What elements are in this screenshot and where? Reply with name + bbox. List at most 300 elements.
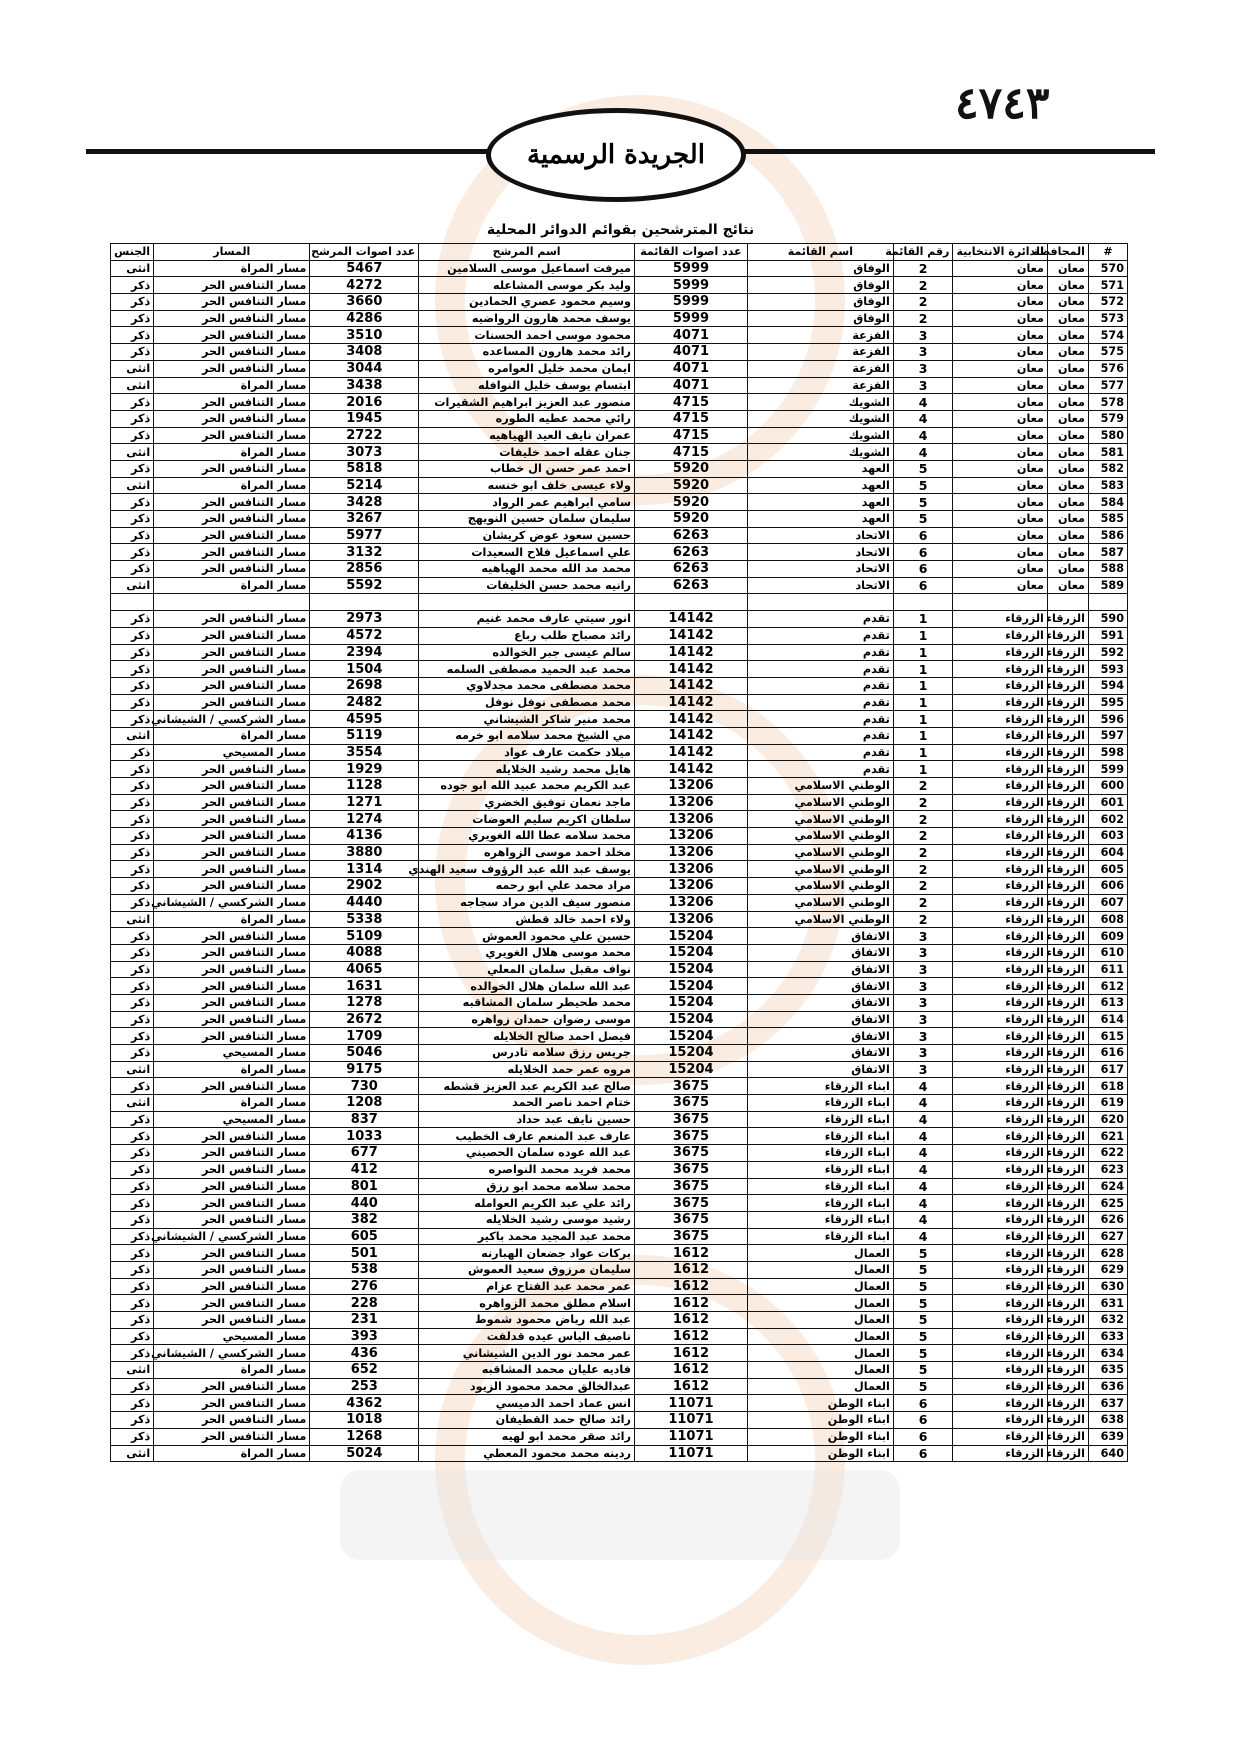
cell-list-name: العمال [747,1312,893,1329]
cell-row-number: 622 [1088,1145,1127,1162]
cell-governorate: معان [1047,344,1088,361]
cell-candidate-votes: 501 [310,1245,419,1262]
cell-candidate-votes: 5467 [310,260,419,277]
cell-track: مسار التنافس الحر [154,310,310,327]
cell-row-number: 585 [1088,511,1127,528]
cell-gender: ذكر [111,1245,154,1262]
cell-district: الزرقاء [953,611,1048,628]
table-row [111,1228,1128,1245]
cell-gender: انثى [111,377,154,394]
cell-list-name: العمال [747,1362,893,1379]
cell-list-number: 1 [893,761,953,778]
table-row [111,561,1128,578]
cell-list-votes: 15204 [634,978,747,995]
cell-track: مسار التنافس الحر [154,294,310,311]
cell-candidate-votes: 4088 [310,944,419,961]
cell-candidate-votes: 4440 [310,894,419,911]
cell-list-name: ابناء الزرقاء [747,1161,893,1178]
cell-list-number: 3 [893,360,953,377]
cell-candidate-votes: 3132 [310,544,419,561]
cell-district: الزرقاء [953,1078,1048,1095]
cell-governorate: الزرقاء [1047,1195,1088,1212]
cell-gender: ذكر [111,1378,154,1395]
cell-candidate-name: حسين نايف عبد حداد [419,1111,635,1128]
cell-list-name: الاتفاق [747,944,893,961]
cell-governorate: الزرقاء [1047,711,1088,728]
cell-row-number: 589 [1088,577,1127,594]
table-row [111,627,1128,644]
table-row [111,1128,1128,1145]
table-row [111,427,1128,444]
cell-candidate-votes: 2902 [310,878,419,895]
cell-track: مسار المراة [154,1095,310,1112]
cell-gender: ذكر [111,778,154,795]
cell-list-name: الاتفاق [747,978,893,995]
col-header-candidate-votes: عدد اصوات المرشح [310,244,419,261]
cell-district: الزرقاء [953,928,1048,945]
cell-governorate: الزرقاء [1047,1395,1088,1412]
cell-district: الزرقاء [953,778,1048,795]
cell-gender: ذكر [111,410,154,427]
cell-list-number: 2 [893,828,953,845]
cell-row-number: 587 [1088,544,1127,561]
cell-gender: ذكر [111,794,154,811]
cell-governorate: الزرقاء [1047,1211,1088,1228]
cell-track: مسار التنافس الحر [154,1428,310,1445]
cell-candidate-votes: 5046 [310,1045,419,1062]
cell-candidate-votes: 3044 [310,360,419,377]
cell-list-number: 4 [893,394,953,411]
table-row [111,260,1128,277]
cell-district: معان [953,294,1048,311]
cell-candidate-votes: 2856 [310,561,419,578]
cell-governorate: الزرقاء [1047,1178,1088,1195]
cell-candidate-name: بركات عواد جضعان الهبارنه [419,1245,635,1262]
cell-list-name: العمال [747,1345,893,1362]
cell-list-name: العمال [747,1328,893,1345]
cell-candidate-name: ختام احمد ناصر الحمد [419,1095,635,1112]
cell-district: الزرقاء [953,961,1048,978]
cell-list-votes: 14142 [634,744,747,761]
cell-gender: ذكر [111,1045,154,1062]
cell-district: الزرقاء [953,994,1048,1011]
cell-candidate-name: رانيه محمد حسن الخليفات [419,577,635,594]
cell-list-number: 2 [893,911,953,928]
cell-list-votes: 3675 [634,1145,747,1162]
page-number: ٤٧٤٣ [955,78,1050,129]
cell-district: الزرقاء [953,894,1048,911]
cell-list-number: 6 [893,1412,953,1429]
cell-row-number: 608 [1088,911,1127,928]
cell-candidate-votes: 4595 [310,711,419,728]
cell-list-number: 4 [893,1195,953,1212]
cell-track: مسار التنافس الحر [154,1078,310,1095]
cell-list-name: ابناء الوطن [747,1428,893,1445]
cell-governorate: معان [1047,460,1088,477]
cell-list-votes: 13206 [634,861,747,878]
cell-list-number: 5 [893,1345,953,1362]
cell-governorate: الزرقاء [1047,1412,1088,1429]
cell-district: الزرقاء [953,1111,1048,1128]
table-row [111,1195,1128,1212]
table-row [111,511,1128,528]
cell-list-number: 6 [893,1445,953,1462]
empty-cell [634,594,747,611]
cell-district: الزرقاء [953,661,1048,678]
cell-list-votes: 13206 [634,811,747,828]
cell-list-name: تقدم [747,761,893,778]
cell-row-number: 627 [1088,1228,1127,1245]
cell-governorate: الزرقاء [1047,611,1088,628]
cell-gender: انثى [111,260,154,277]
cell-list-number: 3 [893,344,953,361]
cell-candidate-name: حسين علي محمود العموش [419,928,635,945]
cell-track: مسار المراة [154,727,310,744]
cell-list-name: الفزعة [747,377,893,394]
cell-district: معان [953,544,1048,561]
table-row [111,961,1128,978]
cell-district: معان [953,577,1048,594]
cell-gender: ذكر [111,294,154,311]
cell-list-number: 1 [893,661,953,678]
cell-list-number: 4 [893,1211,953,1228]
cell-candidate-name: رائد صالح حمد القطيفان [419,1412,635,1429]
cell-list-votes: 6263 [634,561,747,578]
cell-track: مسار المسيحي [154,1111,310,1128]
cell-gender: ذكر [111,761,154,778]
cell-list-name: الوطني الاسلامي [747,778,893,795]
cell-district: معان [953,427,1048,444]
cell-governorate: الزرقاء [1047,1312,1088,1329]
cell-district: الزرقاء [953,878,1048,895]
cell-row-number: 616 [1088,1045,1127,1062]
table-row [111,861,1128,878]
cell-list-name: الاتفاق [747,1011,893,1028]
cell-candidate-name: سليمان مرزوق سعيد العموش [419,1261,635,1278]
cell-gender: انثى [111,360,154,377]
cell-gender: ذكر [111,1028,154,1045]
cell-list-name: ابناء الزرقاء [747,1128,893,1145]
cell-list-number: 5 [893,1261,953,1278]
cell-list-votes: 3675 [634,1161,747,1178]
cell-governorate: معان [1047,444,1088,461]
empty-cell [419,594,635,611]
col-header-candidate: اسم المرشح [419,244,635,261]
cell-list-votes: 6263 [634,527,747,544]
cell-track: مسار المراة [154,477,310,494]
cell-list-name: الوطني الاسلامي [747,894,893,911]
cell-list-number: 1 [893,644,953,661]
cell-candidate-votes: 3073 [310,444,419,461]
cell-candidate-votes: 1631 [310,978,419,995]
cell-row-number: 626 [1088,1211,1127,1228]
cell-list-number: 2 [893,294,953,311]
cell-district: الزرقاء [953,1028,1048,1045]
cell-list-name: الاتفاق [747,1061,893,1078]
cell-governorate: الزرقاء [1047,1111,1088,1128]
cell-district: معان [953,260,1048,277]
cell-row-number: 623 [1088,1161,1127,1178]
cell-row-number: 594 [1088,677,1127,694]
cell-district: الزرقاء [953,1412,1048,1429]
cell-row-number: 588 [1088,561,1127,578]
cell-track: مسار التنافس الحر [154,344,310,361]
cell-candidate-name: فيصل احمد صالح الخلايله [419,1028,635,1045]
cell-governorate: الزرقاء [1047,727,1088,744]
cell-gender: ذكر [111,1145,154,1162]
cell-candidate-votes: 837 [310,1111,419,1128]
cell-governorate: الزرقاء [1047,1345,1088,1362]
table-row [111,1161,1128,1178]
cell-track: مسار المراة [154,1061,310,1078]
cell-list-votes: 5920 [634,460,747,477]
cell-list-name: الاتفاق [747,1045,893,1062]
cell-district: الزرقاء [953,1195,1048,1212]
cell-row-number: 638 [1088,1412,1127,1429]
table-row [111,811,1128,828]
cell-list-number: 5 [893,1312,953,1329]
cell-list-name: الوطني الاسلامي [747,911,893,928]
empty-cell [893,594,953,611]
cell-track: مسار التنافس الحر [154,460,310,477]
cell-row-number: 584 [1088,494,1127,511]
cell-candidate-name: عارف عبد المنعم عارف الخطيب [419,1128,635,1145]
cell-governorate: الزرقاء [1047,1061,1088,1078]
cell-gender: ذكر [111,310,154,327]
cell-district: الزرقاء [953,1445,1048,1462]
cell-governorate: الزرقاء [1047,1161,1088,1178]
cell-candidate-name: حسين سعود عوض كريشان [419,527,635,544]
cell-list-votes: 3675 [634,1195,747,1212]
cell-candidate-votes: 5119 [310,727,419,744]
cell-governorate: الزرقاء [1047,911,1088,928]
cell-candidate-votes: 1709 [310,1028,419,1045]
cell-candidate-votes: 1033 [310,1128,419,1145]
table-row [111,394,1128,411]
cell-list-name: ابناء الزرقاء [747,1095,893,1112]
cell-row-number: 578 [1088,394,1127,411]
cell-list-number: 1 [893,727,953,744]
cell-district: معان [953,477,1048,494]
cell-list-number: 5 [893,1328,953,1345]
cell-list-name: ابناء الوطن [747,1412,893,1429]
cell-list-name: الاتحاد [747,527,893,544]
cell-governorate: معان [1047,511,1088,528]
cell-candidate-votes: 253 [310,1378,419,1395]
cell-district: الزرقاء [953,861,1048,878]
cell-candidate-name: عبد الكريم محمد عبيد الله ابو جوده [419,778,635,795]
cell-list-votes: 4715 [634,444,747,461]
cell-list-name: الوفاق [747,310,893,327]
cell-district: الزرقاء [953,694,1048,711]
cell-candidate-name: محمد عبد الحميد مصطفى السلمه [419,661,635,678]
cell-district: الزرقاء [953,794,1048,811]
cell-gender: انثى [111,1061,154,1078]
cell-gender: ذكر [111,1412,154,1429]
cell-track: مسار التنافس الحر [154,1245,310,1262]
cell-candidate-votes: 4065 [310,961,419,978]
table-row [111,410,1128,427]
cell-governorate: الزرقاء [1047,1328,1088,1345]
cell-district: الزرقاء [953,1178,1048,1195]
cell-gender: ذكر [111,511,154,528]
table-row [111,544,1128,561]
cell-gender: ذكر [111,1278,154,1295]
cell-candidate-votes: 382 [310,1211,419,1228]
table-row [111,1111,1128,1128]
cell-district: معان [953,394,1048,411]
cell-list-number: 4 [893,1145,953,1162]
cell-district: الزرقاء [953,1312,1048,1329]
cell-list-number: 3 [893,928,953,945]
cell-list-number: 5 [893,1378,953,1395]
cell-gender: انثى [111,1362,154,1379]
cell-candidate-votes: 5024 [310,1445,419,1462]
table-row [111,711,1128,728]
table-row [111,1345,1128,1362]
cell-list-name: ابناء الزرقاء [747,1078,893,1095]
cell-candidate-votes: 3438 [310,377,419,394]
cell-candidate-name: محمد سلامه عطا الله الغويري [419,828,635,845]
cell-district: الزرقاء [953,627,1048,644]
cell-track: مسار التنافس الحر [154,661,310,678]
cell-candidate-votes: 538 [310,1261,419,1278]
cell-governorate: الزرقاء [1047,861,1088,878]
cell-candidate-name: يوسف محمد هارون الرواضيه [419,310,635,327]
cell-list-number: 3 [893,1061,953,1078]
cell-candidate-votes: 4272 [310,277,419,294]
cell-track: مسار التنافس الحر [154,878,310,895]
cell-candidate-name: عبد الله سلمان هلال الخوالده [419,978,635,995]
cell-row-number: 600 [1088,778,1127,795]
cell-candidate-votes: 5109 [310,928,419,945]
cell-row-number: 598 [1088,744,1127,761]
cell-track: مسار التنافس الحر [154,761,310,778]
cell-list-votes: 1612 [634,1345,747,1362]
cell-list-name: الاتحاد [747,544,893,561]
cell-district: الزرقاء [953,844,1048,861]
cell-candidate-name: جنان عقله احمد خليفات [419,444,635,461]
cell-gender: ذكر [111,344,154,361]
cell-list-number: 2 [893,861,953,878]
cell-district: معان [953,444,1048,461]
cell-list-votes: 4715 [634,427,747,444]
cell-list-votes: 15204 [634,1011,747,1028]
table-row [111,1211,1128,1228]
cell-candidate-votes: 3554 [310,744,419,761]
cell-list-votes: 1612 [634,1312,747,1329]
cell-list-number: 6 [893,1428,953,1445]
cell-row-number: 633 [1088,1328,1127,1345]
cell-candidate-name: ولاء احمد خالد قطش [419,911,635,928]
table-row [111,978,1128,995]
cell-list-votes: 3675 [634,1111,747,1128]
cell-governorate: الزرقاء [1047,828,1088,845]
table-row [111,294,1128,311]
cell-list-votes: 11071 [634,1445,747,1462]
cell-list-votes: 13206 [634,911,747,928]
cell-list-name: الاتفاق [747,1028,893,1045]
cell-list-name: الوطني الاسلامي [747,828,893,845]
cell-candidate-name: موسى رضوان حمدان زواهره [419,1011,635,1028]
col-header-list-number: رقم القائمة [893,244,953,261]
table-row [111,677,1128,694]
cell-row-number: 637 [1088,1395,1127,1412]
cell-gender: ذكر [111,711,154,728]
cell-row-number: 593 [1088,661,1127,678]
cell-district: معان [953,360,1048,377]
col-header-no: # [1088,244,1127,261]
cell-candidate-votes: 677 [310,1145,419,1162]
table-row [111,477,1128,494]
cell-district: الزرقاء [953,811,1048,828]
cell-candidate-votes: 2722 [310,427,419,444]
cell-row-number: 639 [1088,1428,1127,1445]
cell-list-name: الوفاق [747,294,893,311]
cell-gender: ذكر [111,928,154,945]
cell-candidate-name: محمد منير شاكر الشيشاني [419,711,635,728]
cell-candidate-votes: 1945 [310,410,419,427]
cell-row-number: 579 [1088,410,1127,427]
table-row [111,894,1128,911]
cell-list-number: 5 [893,1295,953,1312]
cell-list-name: تقدم [747,611,893,628]
table-row [111,344,1128,361]
cell-list-votes: 14142 [634,761,747,778]
cell-list-number: 2 [893,844,953,861]
cell-list-votes: 1612 [634,1328,747,1345]
cell-list-name: تقدم [747,644,893,661]
cell-district: معان [953,460,1048,477]
cell-candidate-name: اسلام مطلق محمد الزواهره [419,1295,635,1312]
cell-track: مسار التنافس الحر [154,1312,310,1329]
cell-track: مسار التنافس الحر [154,1011,310,1028]
cell-governorate: معان [1047,561,1088,578]
cell-list-votes: 4071 [634,344,747,361]
cell-list-name: الاتفاق [747,994,893,1011]
cell-candidate-name: عمر محمد عبد الفتاح عزام [419,1278,635,1295]
cell-list-votes: 11071 [634,1412,747,1429]
cell-candidate-name: رشيد موسى رشيد الخلايله [419,1211,635,1228]
cell-district: الزرقاء [953,761,1048,778]
cell-candidate-name: صالح عبد الكريم عبد العزيز قشطه [419,1078,635,1095]
cell-governorate: معان [1047,377,1088,394]
cell-gender: ذكر [111,277,154,294]
cell-track: مسار التنافس الحر [154,1145,310,1162]
cell-track: مسار التنافس الحر [154,544,310,561]
cell-candidate-name: عمر محمد نور الدين الشيشاني [419,1345,635,1362]
cell-track: مسار التنافس الحر [154,677,310,694]
cell-district: الزرقاء [953,1362,1048,1379]
cell-list-name: العمال [747,1278,893,1295]
cell-list-votes: 1612 [634,1261,747,1278]
cell-track: مسار المراة [154,377,310,394]
cell-district: الزرقاء [953,1245,1048,1262]
table-row [111,828,1128,845]
cell-candidate-votes: 5592 [310,577,419,594]
cell-candidate-name: سليمان سلمان حسين النويهج [419,511,635,528]
cell-district: معان [953,310,1048,327]
cell-governorate: الزرقاء [1047,1228,1088,1245]
cell-candidate-votes: 412 [310,1161,419,1178]
cell-district: الزرقاء [953,1328,1048,1345]
cell-candidate-votes: 2482 [310,694,419,711]
table-row [111,1428,1128,1445]
cell-track: مسار التنافس الحر [154,611,310,628]
cell-gender: ذكر [111,1078,154,1095]
cell-list-name: الوطني الاسلامي [747,794,893,811]
cell-district: الزرقاء [953,1228,1048,1245]
